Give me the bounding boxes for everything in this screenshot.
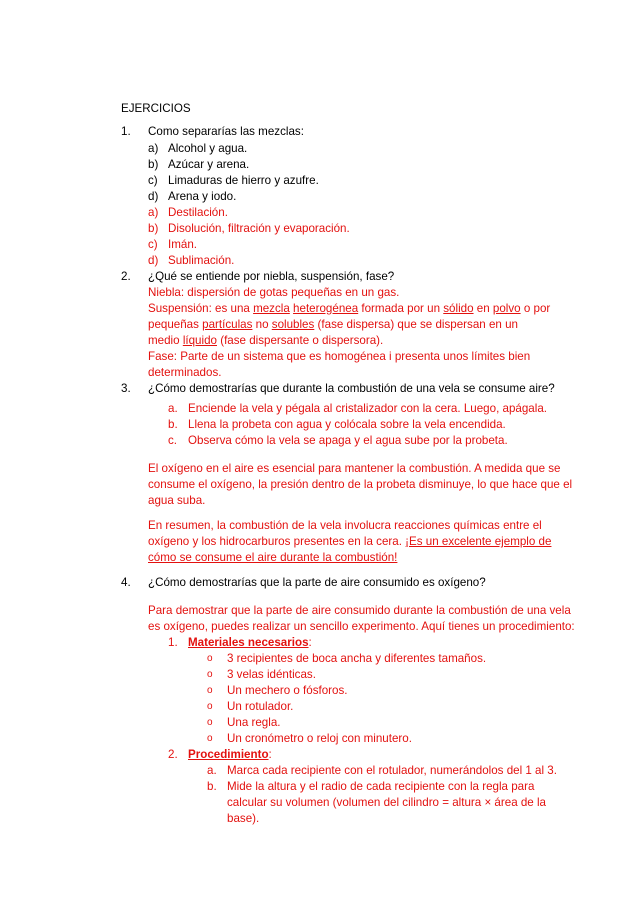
q4-proc-step-cont: base). — [227, 812, 260, 825]
q3-step-marker: c. — [168, 434, 178, 447]
q4-material-item: Un mechero o fósforos. — [227, 684, 348, 697]
link-mezcla[interactable]: mezcla — [253, 302, 290, 315]
q3-paragraph2-line2 — [148, 535, 551, 549]
q4-colon: : — [308, 636, 312, 649]
q2-susp-text: o por — [520, 302, 551, 315]
bullet-icon: o — [207, 669, 213, 680]
link-heterogenea[interactable]: heterogénea — [293, 302, 359, 315]
q3-step-marker: b. — [168, 418, 178, 431]
q2-susp-text: formada por un — [358, 302, 444, 315]
q2-fase-line2: determinados. — [148, 366, 222, 379]
q4-materials-title — [188, 636, 312, 650]
q4-material-item: Un cronómetro o reloj con minutero. — [227, 732, 412, 745]
q4-procedure-number: 2. — [168, 748, 178, 761]
q1-answer-marker: d) — [148, 254, 159, 267]
q4-materials-label: Materiales necesarios — [188, 636, 309, 649]
q1-item-marker: c) — [148, 174, 158, 187]
q3-step: Observa cómo la vela se apaga y el agua sube por la probeta. — [188, 434, 508, 447]
q3-highlight-link[interactable]: ¡Es un excelente ejemplo de — [405, 535, 552, 548]
q4-materials-number: 1. — [168, 636, 178, 649]
q2-susp-text: pequeñas — [148, 318, 203, 331]
q1-item-marker: a) — [148, 142, 159, 155]
q3-number: 3. — [121, 382, 131, 395]
q2-susp-text: en — [473, 302, 493, 315]
q2-number: 2. — [121, 270, 131, 283]
q4-intro-line2: es oxígeno, puedes realizar un sencillo experimento. Aquí tienes un procedimiento: — [148, 620, 575, 633]
q4-proc-marker: a. — [207, 764, 217, 777]
q1-item-marker: b) — [148, 158, 159, 171]
q4-number: 4. — [121, 576, 131, 589]
q4-text: ¿Cómo demostrarías que la parte de aire consumido es oxígeno? — [148, 576, 486, 589]
q4-material-item: Una regla. — [227, 716, 281, 729]
q1-answer-marker: b) — [148, 222, 159, 235]
q3-highlight-link-cont[interactable]: cómo se consume el aire durante la combustión! — [148, 551, 398, 564]
q1-text: Como separarías las mezclas: — [148, 125, 304, 138]
q3-paragraph1-line: El oxígeno en el aire es esencial para mantener la combustión. A medida que se — [148, 462, 561, 475]
q2-suspension-line1 — [148, 302, 550, 316]
q4-material-item: Un rotulador. — [227, 700, 294, 713]
q4-procedure-label: Procedimiento — [188, 748, 269, 761]
q2-susp-text: Suspensión: es una — [148, 302, 254, 315]
q4-material-item: 3 velas idénticas. — [227, 668, 316, 681]
bullet-icon: o — [207, 685, 213, 696]
link-polvo[interactable]: polvo — [492, 302, 521, 315]
q1-answer: Destilación. — [168, 206, 228, 219]
q4-proc-marker: b. — [207, 780, 217, 793]
q1-item: Alcohol y agua. — [168, 142, 248, 155]
q1-item: Limaduras de hierro y azufre. — [168, 174, 319, 187]
q2-suspension-line2 — [148, 318, 518, 332]
q3-text: ¿Cómo demostrarías que durante la combustión de una vela se consume aire? — [148, 382, 555, 395]
q3-step-marker: a. — [168, 402, 178, 415]
q3-step: Llena la probeta con agua y colócala sobre la vela encendida. — [188, 418, 506, 431]
q1-item-marker: d) — [148, 190, 159, 203]
q2-susp-text: no — [252, 318, 272, 331]
link-liquido[interactable]: líquido — [182, 334, 217, 347]
link-solido[interactable]: sólido — [443, 302, 474, 315]
bullet-icon: o — [207, 733, 213, 744]
q2-fase-line1: Fase: Parte de un sistema que es homogénea i presenta unos límites bien — [148, 350, 531, 363]
q3-para2-text: oxígeno y los hidrocarburos presentes en la cera. — [148, 535, 406, 548]
bullet-icon: o — [207, 717, 213, 728]
q2-susp-text: (fase dispersa) que se dispersan en un — [314, 318, 518, 331]
q2-niebla: Niebla: dispersión de gotas pequeñas en un gas. — [148, 286, 400, 299]
link-solubles[interactable]: solubles — [271, 318, 315, 331]
q2-text: ¿Qué se entiende por niebla, suspensión, fase? — [148, 270, 395, 283]
q2-suspension-line3 — [148, 334, 383, 348]
q1-answer: Imán. — [168, 238, 197, 251]
q3-step: Enciende la vela y pégala al cristalizador con la cera. Luego, apágala. — [188, 402, 547, 415]
q4-proc-step: Marca cada recipiente con el rotulador, numerándolos del 1 al 3. — [227, 764, 557, 777]
q2-susp-text: medio — [148, 334, 183, 347]
page-heading: EJERCICIOS — [121, 102, 191, 115]
q4-intro-line1: Para demostrar que la parte de aire consumido durante la combustión de una vela — [148, 604, 571, 617]
q3-paragraph1-line: agua suba. — [148, 494, 206, 507]
q1-item: Azúcar y arena. — [168, 158, 250, 171]
bullet-icon: o — [207, 701, 213, 712]
q1-answer: Disolución, filtración y evaporación. — [168, 222, 350, 235]
q3-paragraph1-line: consume el oxígeno, la presión dentro de la probeta disminuye, lo que hace que el — [148, 478, 573, 491]
link-particulas[interactable]: partículas — [202, 318, 253, 331]
q1-answer-marker: a) — [148, 206, 159, 219]
q1-number: 1. — [121, 125, 131, 138]
q4-proc-step-cont: calcular su volumen (volumen del cilindro = altura × área de la — [227, 796, 546, 809]
q1-answer-marker: c) — [148, 238, 158, 251]
q2-susp-text: (fase dispersante o dispersora). — [216, 334, 384, 347]
q4-procedure-title — [188, 748, 272, 762]
q3-paragraph2-line1: En resumen, la combustión de la vela involucra reacciones químicas entre el — [148, 519, 542, 532]
bullet-icon: o — [207, 653, 213, 664]
q1-answer: Sublimación. — [168, 254, 235, 267]
q4-material-item: 3 recipientes de boca ancha y diferentes tamaños. — [227, 652, 487, 665]
q4-colon: : — [268, 748, 272, 761]
q1-item: Arena y iodo. — [168, 190, 237, 203]
q4-proc-step: Mide la altura y el radio de cada recipiente con la regla para — [227, 780, 535, 793]
